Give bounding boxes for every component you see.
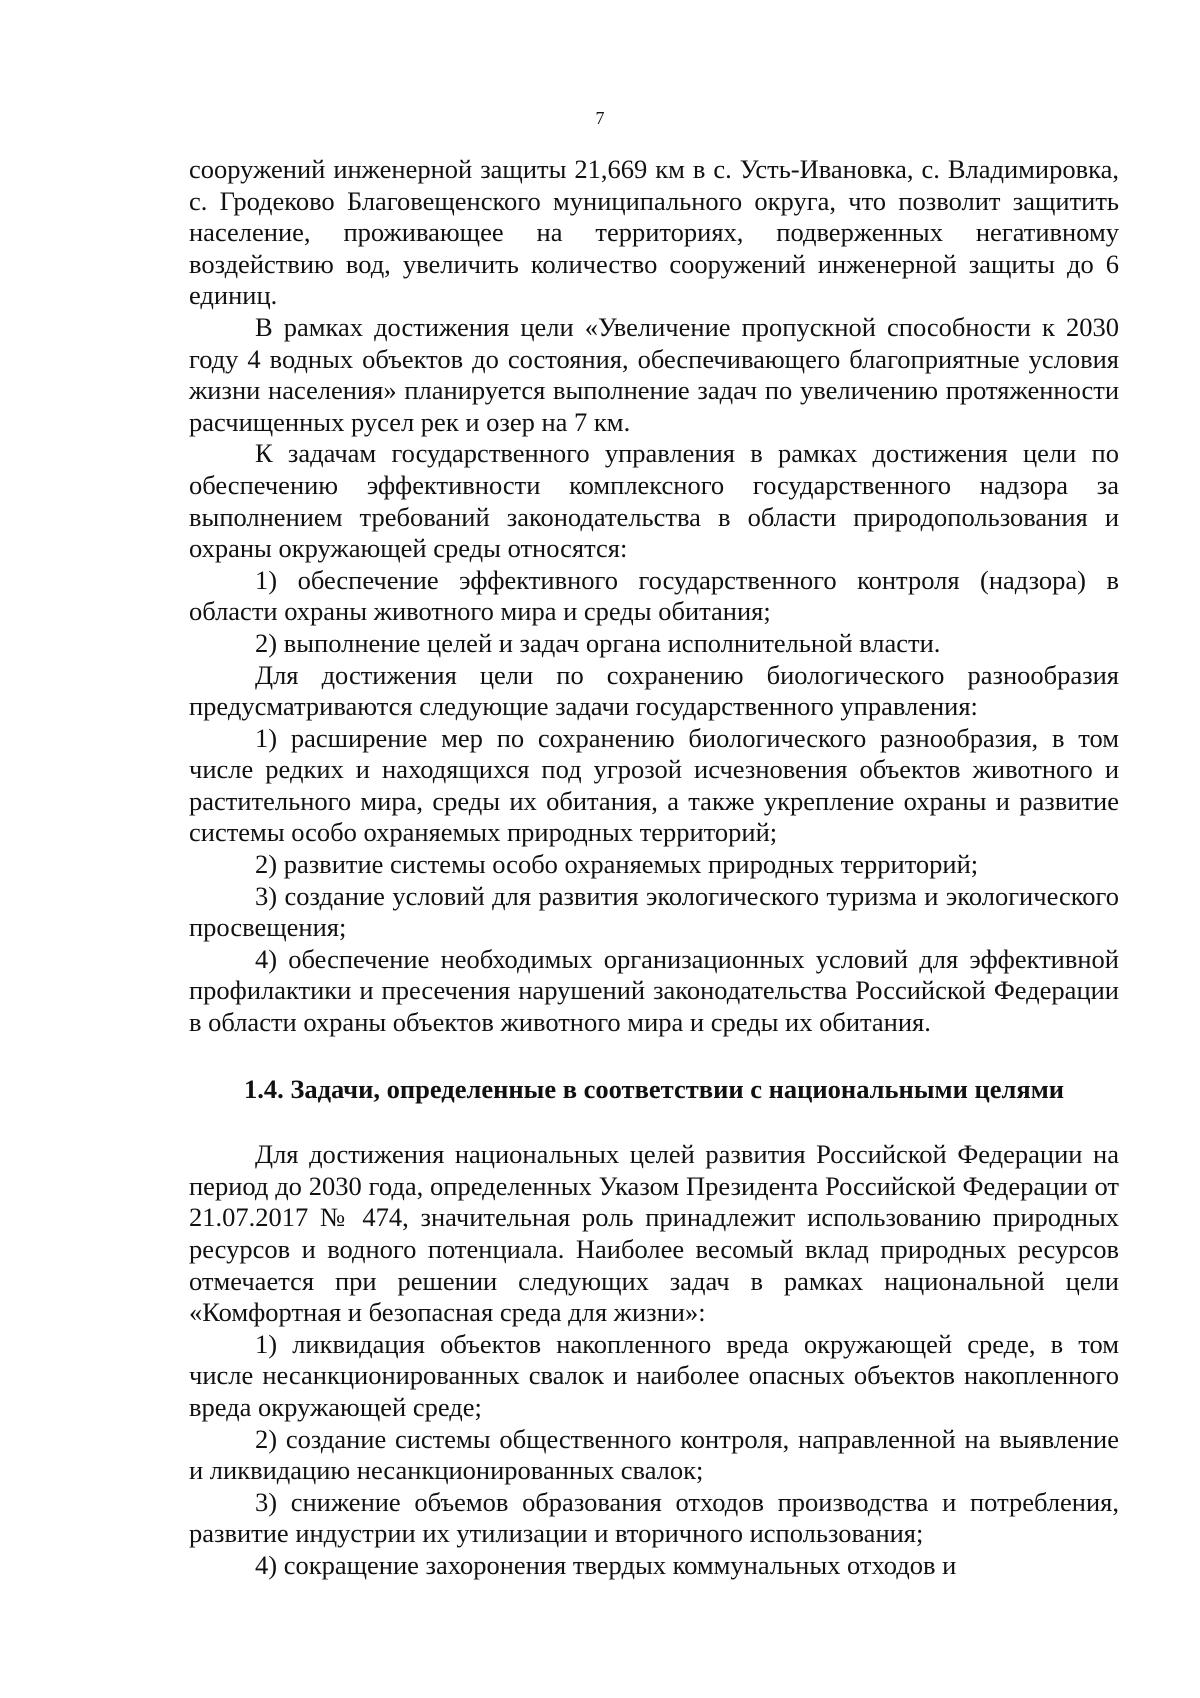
paragraph: Для достижения цели по сохранению биологического разнообразия предусматриваются следующие задачи государственного управления: [189,659,1119,722]
list-item: 4) обеспечение необходимых организационных условий для эффективной профилактики и пресечения нарушений законодательства Российской Федерации в области охраны объектов животного мира и среды их обитания. [189,943,1119,1038]
list-item: 3) создание условий для развития экологического туризма и экологического просвещения; [189,880,1119,943]
list-item: 2) выполнение целей и задач органа исполнительной власти. [255,627,941,658]
list-item: 2) развитие системы особо охраняемых природных территорий; [255,849,979,880]
page-number: 7 [595,108,605,128]
page-body [189,154,1119,1582]
paragraph: Для достижения национальных целей развития Российской Федерации на период до 2030 года, определенных Указом Президента Российской Федерации от 21.07.2017 № 474, значительная роль принадлежит использованию природных ресурсов и водного потенциала. Наиболее весомый вклад природных ресурсов отмечается при решении следующих задач в рамках национальной цели «Комфортная и безопасная среда для жизни»: [189,1139,1119,1328]
paragraph: сооружений инженерной защиты 21,669 км в с. Усть-Ивановка, с. Владимировка, с. Гродеково Благовещенского муниципального округа, что позволит защитить население, проживающее на территориях, подверженных негативному воздействию вод, увеличить количество сооружений инженерной защиты до 6 единиц. [189,154,1119,311]
list-item: 3) снижение объемов образования отходов производства и потребления, развитие индустрии их утилизации и вторичного использования; [189,1486,1119,1549]
paragraph: В рамках достижения цели «Увеличение пропускной способности к 2030 году 4 водных объектов до состояния, обеспечивающего благоприятные условия жизни населения» планируется выполнение задач по увеличению протяженности расчищенных русел рек и озер на 7 км. [189,311,1119,437]
list-item: 1) ликвидация объектов накопленного вреда окружающей среде, в том числе несанкционированных свалок и наиболее опасных объектов накопленного вреда окружающей среде; [189,1328,1119,1422]
list-item: 4) сокращение захоронения твердых коммунальных отходов и [255,1549,957,1580]
list-item: 1) обеспечение эффективного государственного контроля (надзора) в области охраны животного мира и среды обитания; [189,564,1119,627]
list-item: 1) расширение мер по сохранению биологического разнообразия, в том числе редких и находящихся под угрозой исчезновения объектов животного и растительного мира, среды их обитания, а также укрепление охраны и развитие системы особо охраняемых природных территорий; [189,722,1119,848]
paragraph: К задачам государственного управления в рамках достижения цели по обеспечению эффективности комплексного государственного надзора за выполнением требований законодательства в области природопользования и охраны окружающей среды относятся: [189,438,1119,564]
list-item: 2) создание системы общественного контроля, направленной на выявление и ликвидацию несанкционированных свалок; [189,1423,1119,1486]
section-heading: 1.4. Задачи, определенные в соответствии с национальными целями [243,1073,1065,1104]
